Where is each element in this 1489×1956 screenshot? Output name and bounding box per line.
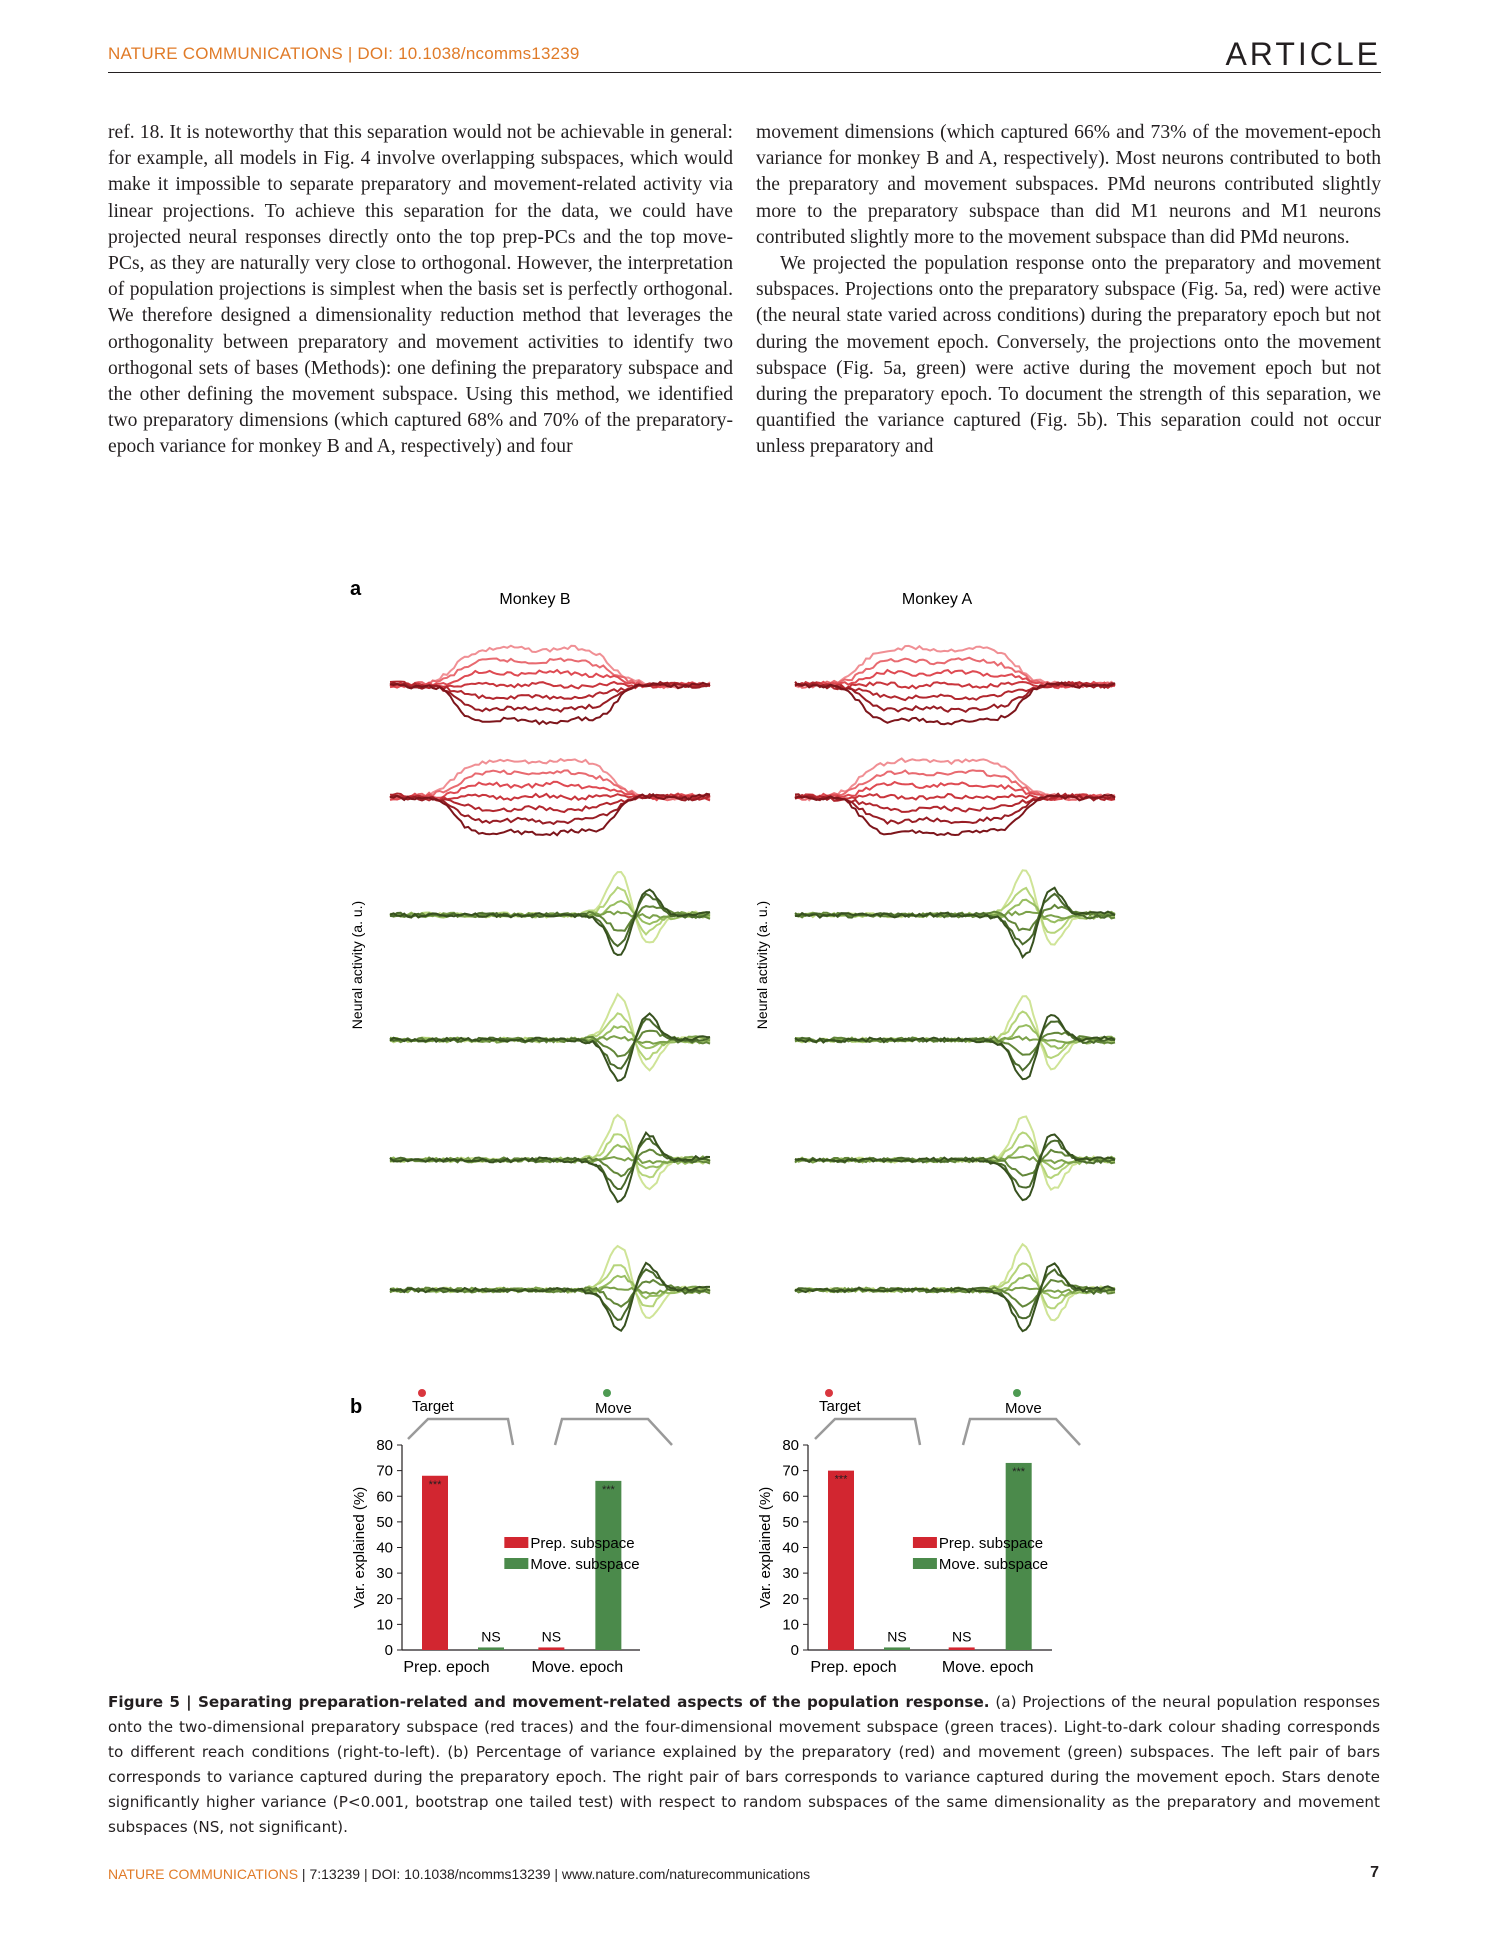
y-tick-label: 60 (782, 1488, 799, 1506)
neural-trace (795, 888, 1115, 933)
footer-citation: | 7:13239 | DOI: 10.1038/ncomms13239 | www.nature.com/naturecommunications (298, 1866, 811, 1882)
neural-trace (795, 894, 1115, 945)
y-tick-label: 20 (376, 1590, 393, 1608)
neural-trace (795, 900, 1115, 923)
x-category-label: Move. epoch (531, 1659, 624, 1676)
neural-trace (795, 683, 1115, 725)
panel-b-label: b (350, 1396, 363, 1418)
neural-trace (390, 1133, 710, 1202)
legend-label: Move. subspace (530, 1556, 640, 1573)
move-epoch-bracket (963, 1419, 1080, 1445)
significance-stars: *** (601, 1483, 615, 1496)
bar-charts (351, 1437, 1052, 1676)
y-tick-label: 70 (782, 1462, 799, 1480)
neural-trace (795, 795, 1115, 835)
footer (108, 1866, 810, 1882)
y-tick-label: 80 (782, 1437, 799, 1454)
significance-stars: *** (1012, 1465, 1026, 1478)
neural-trace (390, 1263, 710, 1331)
neural-trace (390, 759, 710, 800)
neural-trace (390, 1145, 710, 1168)
not-significant-label: NS (541, 1628, 562, 1645)
bar (828, 1471, 854, 1650)
panel-a-label: a (350, 578, 362, 600)
not-significant-label: NS (951, 1628, 972, 1645)
epoch-markers (408, 1389, 1080, 1445)
neural-trace (390, 794, 710, 835)
target-dot-icon (418, 1389, 426, 1397)
legend-swatch (913, 1558, 937, 1569)
y-tick-label: 30 (376, 1565, 393, 1583)
y-tick-label: 0 (790, 1642, 799, 1659)
y-tick-label: 30 (782, 1565, 799, 1583)
page-number: 7 (1370, 1864, 1379, 1881)
body-column-right (756, 120, 1381, 461)
bar (478, 1647, 504, 1650)
trace-panels (390, 646, 1115, 1331)
monkey-a-title: Monkey A (901, 591, 973, 608)
y-tick-label: 40 (376, 1539, 393, 1557)
body-column-left (108, 120, 733, 461)
figure-5 (340, 575, 1160, 1685)
y-tick-label: 10 (782, 1616, 799, 1634)
bar (538, 1647, 564, 1650)
legend-swatch (504, 1537, 528, 1548)
legend-label: Prep. subspace (530, 1535, 635, 1552)
move-dot-icon (603, 1389, 611, 1397)
neural-trace (795, 1275, 1115, 1298)
body-paragraph: movement dimensions (which captured 66% and 73% of the movement-epoch variance for monkey B and A, respectively). Most neurons contributed to both the preparatory and movement subspaces. PMd neurons contributed slightly more to the preparatory subspace than did M1 neurons and M1 neurons contributed slightly more to the movement subspace than did PMd neurons. (756, 122, 1381, 248)
legend-swatch (504, 1558, 528, 1569)
move-dot-icon (1013, 1389, 1021, 1397)
legend-label: Prep. subspace (938, 1535, 1044, 1552)
y-tick-label: 60 (376, 1488, 393, 1506)
y-tick-label: 20 (782, 1590, 799, 1608)
target-event-label: Target (819, 1398, 861, 1415)
header-rule (108, 72, 1381, 73)
move-event-label: Move (1005, 1400, 1042, 1417)
y-tick-label: 10 (376, 1616, 393, 1634)
bar (884, 1647, 910, 1650)
bar (422, 1476, 448, 1650)
neural-trace (390, 1026, 710, 1048)
monkey-b-title: Monkey B (499, 591, 571, 608)
prep-epoch-bracket (815, 1419, 920, 1445)
y-axis-label-right: Neural activity (a. u.) (754, 900, 770, 1030)
bar-y-axis-label: Var. explained (%) (351, 1486, 368, 1609)
target-dot-icon (825, 1389, 833, 1397)
neural-trace (795, 1141, 1115, 1188)
significance-stars: *** (428, 1478, 442, 1491)
x-category-label: Prep. epoch (810, 1659, 897, 1676)
y-tick-label: 80 (376, 1437, 393, 1454)
move-event-label: Move (595, 1400, 632, 1417)
legend-swatch (913, 1537, 937, 1548)
y-tick-label: 50 (376, 1513, 393, 1531)
neural-trace (390, 1014, 710, 1081)
move-epoch-bracket (555, 1419, 672, 1445)
running-header: NATURE COMMUNICATIONS | DOI: 10.1038/ncomms13239 (108, 44, 580, 63)
footer-journal: NATURE COMMUNICATIONS (108, 1866, 299, 1882)
y-tick-label: 0 (384, 1642, 393, 1659)
prep-epoch-bracket (408, 1419, 513, 1445)
legend-label: Move. subspace (938, 1556, 1049, 1573)
body-paragraph: We projected the population response onto the preparatory and movement subspaces. Projections onto the preparatory subspace (Fig. 5a, red) were active (the neural state varied across conditions) during the preparatory epoch but not during the movement epoch. Conversely, the projections onto the movement subspace (Fig. 5a, green) were active during the movement epoch but not during the preparatory epoch. To document the strength of this separation, we quantified the variance captured (Fig. 5b). This separation could not occur unless preparatory and (756, 253, 1381, 458)
neural-trace (795, 1263, 1115, 1331)
figure-caption (108, 1690, 1380, 1840)
caption-text: (a) Projections of the neural population responses onto the two-dimensional preparatory subspace (red traces) and the four-dimensional movement subspace (green traces). Light-to-dark colour shading corresponds to different reach conditions (right-to-left). (b) Percentage of variance explained by the preparatory (red) and movement (green) subspaces. The left pair of bars corresponds to variance captured during the preparatory epoch. The right pair of bars corresponds to variance captured during the movement epoch. Stars denote significantly higher variance (P<0.001, bootstrap one tailed test) with respect to random subspaces of the same dimensionality as the preparatory and movement subspaces (NS, not significant). (108, 1693, 1380, 1836)
not-significant-label: NS (887, 1628, 907, 1645)
neural-trace (390, 683, 710, 724)
y-tick-label: 40 (782, 1539, 799, 1557)
caption-lead: Figure 5 | Separating preparation-related and movement-related aspects of the population response. (108, 1693, 990, 1711)
target-event-label: Target (412, 1398, 454, 1415)
x-category-label: Move. epoch (941, 1659, 1034, 1676)
not-significant-label: NS (481, 1628, 501, 1645)
x-category-label: Prep. epoch (403, 1659, 490, 1676)
body-paragraph: ref. 18. It is noteworthy that this separation would not be achievable in general: for example, all models in Fig. 4 involve overlapping subspaces, which would make it impossible to separate preparatory and movement-related activity via linear projections. To achieve this separation for the data, we could have projected neural responses directly onto the top prep-PCs and the top move-PCs, as they are naturally very close to orthogonal. However, the interpretation of population projections is simplest when the basis set is perfectly orthogonal. We therefore designed a dimensionality reduction method that leverages the orthogonality between preparatory and movement activities to identify two orthogonal sets of bases (Methods): one defining the preparatory subspace and the other defining the movement subspace. Using this method, we identified two preparatory dimensions (which captured 68% and 70% of the preparatory-epoch variance for monkey B and A, respectively) and four (108, 122, 733, 458)
section-label: ARTICLE (1225, 36, 1381, 72)
significance-stars: *** (834, 1473, 848, 1486)
y-axis-label-left: Neural activity (a. u.) (349, 900, 365, 1030)
bar (949, 1647, 975, 1650)
bar-y-axis-label: Var. explained (%) (757, 1486, 774, 1609)
y-tick-label: 50 (782, 1513, 799, 1531)
y-tick-label: 70 (376, 1462, 393, 1480)
